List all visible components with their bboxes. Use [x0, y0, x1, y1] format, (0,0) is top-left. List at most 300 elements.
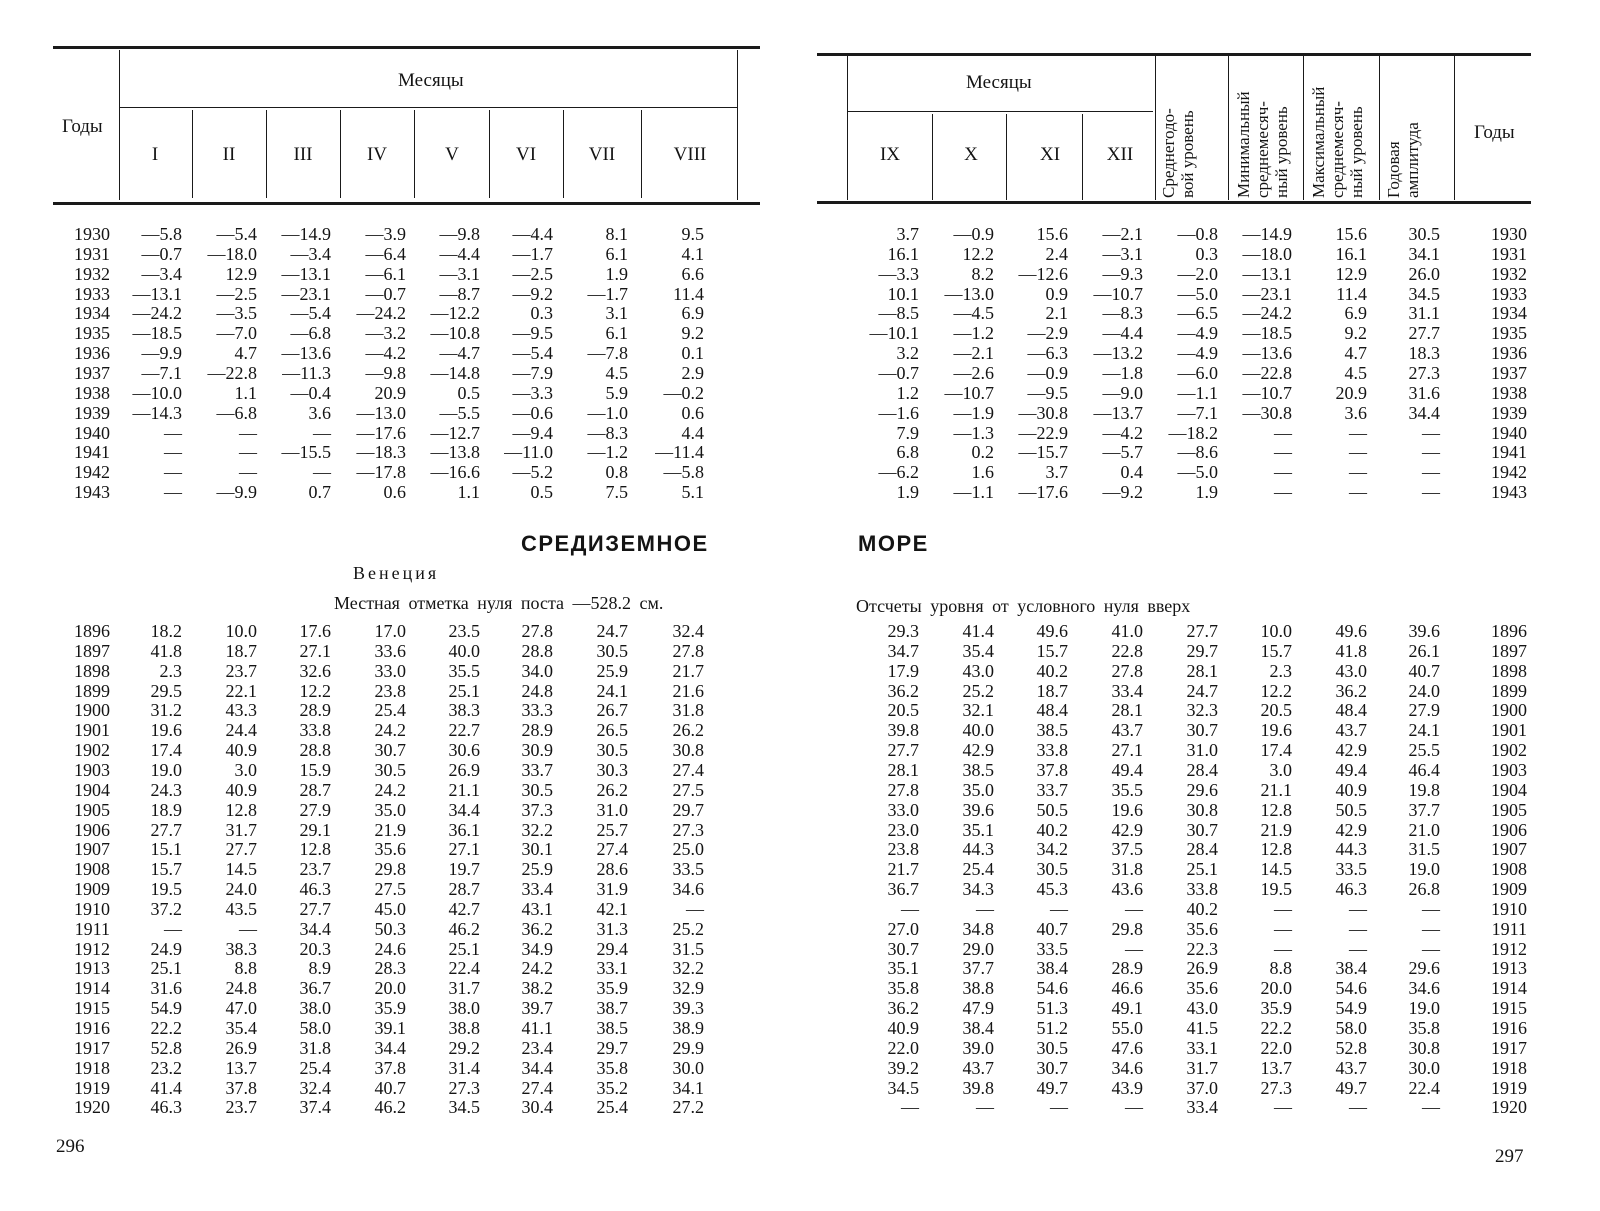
table-cell: —4.2 [1102, 422, 1143, 443]
table-cell: 40.9 [225, 740, 257, 761]
table-cell: —10.1 [869, 323, 919, 344]
table-cell: 35.5 [448, 660, 480, 681]
table-cell: 34.5 [1408, 283, 1440, 304]
table-cell: —8.5 [878, 303, 919, 324]
table-cell: — [1349, 442, 1367, 463]
table-cell: 46.6 [1111, 978, 1143, 999]
table-cell: 16.1 [1335, 243, 1367, 264]
table-cell: 27.3 [1408, 362, 1440, 383]
month-header: VIII [673, 144, 707, 165]
table-cell: —3.1 [439, 263, 480, 284]
table-cell: —4.4 [512, 224, 553, 244]
table-cell: 23.5 [448, 621, 480, 641]
table-cell: — [1349, 1097, 1367, 1118]
table-cell: 21.7 [887, 859, 919, 880]
year-label: 1936 [74, 343, 110, 364]
table-cell: — [164, 442, 182, 463]
table-cell: 24.6 [374, 938, 406, 959]
table-cell: 33.4 [521, 879, 553, 900]
table-cell: — [1349, 482, 1367, 503]
table-cell: 7.5 [605, 482, 628, 503]
year-label: 1942 [74, 462, 110, 483]
table-cell: 29.6 [1186, 779, 1218, 800]
year-label: 1940 [74, 422, 110, 443]
table-cell: 2.3 [159, 660, 182, 681]
table-cell: —5.7 [1102, 442, 1143, 463]
table-cell: —24.2 [1242, 303, 1292, 324]
table-cell: —13.6 [1242, 343, 1292, 364]
table-cell: 42.1 [596, 898, 628, 919]
table-cell: 37.3 [521, 799, 553, 820]
year-label: 1935 [1491, 323, 1527, 344]
table-cell: 31.6 [150, 978, 182, 999]
table-cell: —30.8 [1242, 402, 1292, 423]
table-cell: —30.8 [1018, 402, 1068, 423]
table-cell: 5.9 [605, 382, 628, 403]
table-cell: 48.4 [1335, 700, 1367, 721]
table-cell: 19.7 [448, 859, 480, 880]
table-cell: 43.7 [1335, 1057, 1367, 1078]
table-cell: 38.3 [448, 700, 480, 721]
table-cell: 8.1 [605, 224, 628, 244]
table-cell: 12.8 [1260, 799, 1292, 820]
table-cell: 37.8 [374, 1057, 406, 1078]
table-cell: 29.2 [448, 1037, 480, 1058]
table-cell: 33.7 [521, 759, 553, 780]
page-number-left: 296 [56, 1136, 85, 1157]
table-cell: — [313, 462, 331, 483]
table-cell: —5.4 [512, 343, 553, 364]
table-cell: 38.3 [225, 938, 257, 959]
year-label: 1914 [1491, 978, 1527, 999]
table-cell: —24.2 [132, 303, 182, 324]
table-cell: 6.1 [605, 323, 628, 344]
table-cell: 22.7 [448, 720, 480, 741]
table-cell: —0.7 [141, 243, 182, 264]
table-cell: 35.6 [1186, 978, 1218, 999]
table-cell: —0.7 [878, 362, 919, 383]
table-cell: —9.9 [141, 343, 182, 364]
table-cell: 33.3 [521, 700, 553, 721]
month-header: I [151, 144, 159, 165]
table-cell: 34.4 [1408, 402, 1440, 423]
table-cell: 0.5 [530, 482, 553, 503]
table-cell: 25.7 [596, 819, 628, 840]
year-label: 1933 [1491, 283, 1527, 304]
year-label: 1899 [1491, 680, 1527, 701]
table-cell: 14.5 [1260, 859, 1292, 880]
table-cell: — [164, 918, 182, 939]
column-divider [1228, 56, 1229, 200]
table-cell: 24.4 [225, 720, 257, 741]
table-cell: 20.5 [887, 700, 919, 721]
table-cell: 19.6 [1111, 799, 1143, 820]
table-cell: 0.3 [1195, 243, 1218, 264]
table-cell: 5.1 [681, 482, 704, 503]
reference-note: Отсчеты уровня от условного нуля вверх [856, 596, 1191, 616]
table-cell: —1.9 [953, 402, 994, 423]
table-cell: 30.8 [1186, 799, 1218, 820]
table-cell: 40.9 [1335, 779, 1367, 800]
years-header: Годы [1474, 122, 1515, 143]
table-cell: 8.8 [234, 958, 257, 979]
table-cell: 13.7 [225, 1057, 257, 1078]
table-cell: 41.1 [521, 1018, 553, 1038]
table-cell: 28.8 [299, 740, 331, 761]
column-divider [192, 110, 193, 198]
table-cell: —0.2 [663, 382, 704, 403]
page-number-right: 297 [1495, 1146, 1524, 1167]
table-cell: — [1274, 938, 1292, 959]
table-cell: 43.6 [1111, 879, 1143, 900]
column-divider [119, 50, 120, 200]
table-cell: 25.4 [596, 1097, 628, 1118]
table-cell: 39.3 [672, 998, 704, 1019]
table-cell: —0.8 [1177, 224, 1218, 244]
year-label: 1908 [1491, 859, 1527, 880]
table-cell: 58.0 [1335, 1018, 1367, 1038]
table-cell: 37.7 [1408, 799, 1440, 820]
table-cell: 49.7 [1335, 1077, 1367, 1098]
table-cell: 4.7 [1344, 343, 1367, 364]
table-cell: 3.6 [308, 402, 331, 423]
table-cell: —22.9 [1018, 422, 1068, 443]
table-cell: 27.9 [1408, 700, 1440, 721]
year-label: 1920 [1491, 1097, 1527, 1118]
table-cell: —23.1 [281, 283, 331, 304]
table-cell: 28.9 [521, 720, 553, 741]
table-cell: 40.7 [1036, 918, 1068, 939]
year-label: 1934 [74, 303, 110, 324]
table-cell: 38.0 [299, 998, 331, 1019]
column-divider [414, 110, 415, 198]
table-cell: —18.3 [356, 442, 406, 463]
year-label: 1902 [74, 740, 110, 761]
table-cell: —3.1 [1102, 243, 1143, 264]
table-cell: 34.1 [1408, 243, 1440, 264]
table-cell: 36.7 [299, 978, 331, 999]
table-cell: 47.6 [1111, 1037, 1143, 1058]
table-cell: 27.1 [448, 839, 480, 860]
table-cell: 25.0 [672, 839, 704, 860]
table-cell: 27.8 [887, 779, 919, 800]
table-cell: 37.2 [150, 898, 182, 919]
table-cell: 34.9 [521, 938, 553, 959]
table-cell: —9.2 [512, 283, 553, 304]
table-cell: 35.9 [374, 998, 406, 1019]
table-cell: 41.5 [1186, 1018, 1218, 1038]
table-cell: 24.2 [374, 779, 406, 800]
year-label: 1939 [1491, 402, 1527, 423]
table-cell: —0.7 [365, 283, 406, 304]
table-cell: 31.8 [1111, 859, 1143, 880]
column-divider [1082, 114, 1083, 200]
table-cell: 29.7 [1186, 640, 1218, 661]
year-label: 1897 [74, 640, 110, 661]
table-cell: 34.6 [672, 879, 704, 900]
table-cell: —4.4 [439, 243, 480, 264]
table-cell: 22.3 [1186, 938, 1218, 959]
table-cell: —5.0 [1177, 283, 1218, 304]
table-cell: —3.2 [365, 323, 406, 344]
table-cell: 12.8 [299, 839, 331, 860]
table-cell: 26.7 [596, 700, 628, 721]
table-cell: — [901, 1097, 919, 1118]
year-label: 1911 [74, 918, 110, 939]
table-cell: 21.9 [1260, 819, 1292, 840]
table-cell: 31.9 [596, 879, 628, 900]
table-cell: 43.3 [225, 700, 257, 721]
table-cell: 3.7 [1045, 462, 1068, 483]
year-label: 1915 [1491, 998, 1527, 1019]
column-divider [932, 114, 933, 200]
table-cell: 21.9 [374, 819, 406, 840]
table-cell: 22.4 [1408, 1077, 1440, 1098]
table-cell: 33.8 [1036, 740, 1068, 761]
table-cell: 10.1 [887, 283, 919, 304]
table-cell: 15.1 [150, 839, 182, 860]
table-cell: 38.0 [448, 998, 480, 1019]
table-cell: 35.1 [962, 819, 994, 840]
table-cell: —12.6 [1018, 263, 1068, 284]
table-cell: 3.7 [896, 224, 919, 244]
table-cell: 13.7 [1260, 1057, 1292, 1078]
table-cell: 33.0 [374, 660, 406, 681]
table-cell: 27.3 [448, 1077, 480, 1098]
table-cell: 36.7 [887, 879, 919, 900]
table-cell: —18.0 [207, 243, 257, 264]
year-label: 1919 [74, 1077, 110, 1098]
table-cell: — [1125, 898, 1143, 919]
table-cell: 25.4 [962, 859, 994, 880]
column-divider [847, 55, 848, 200]
year-label: 1901 [1491, 720, 1527, 741]
table-cell: —1.7 [512, 243, 553, 264]
table-cell: 34.5 [887, 1077, 919, 1098]
table-cell: 43.9 [1111, 1077, 1143, 1098]
table-cell: 44.3 [962, 839, 994, 860]
table-cell: 19.0 [1408, 859, 1440, 880]
year-label: 1931 [1491, 243, 1527, 264]
table-cell: — [1422, 442, 1440, 463]
table-cell: —13.2 [1093, 343, 1143, 364]
table-cell: 23.7 [299, 859, 331, 880]
table-cell: 1.9 [605, 263, 628, 284]
table-cell: 31.7 [1186, 1057, 1218, 1078]
table-cell: 0.4 [1120, 462, 1143, 483]
table-cell: 54.9 [150, 998, 182, 1019]
table-cell: 38.5 [596, 1018, 628, 1038]
table-cell: 33.8 [299, 720, 331, 741]
table-cell: 6.6 [681, 263, 704, 284]
table-cell: 12.8 [1260, 839, 1292, 860]
table-cell: 18.3 [1408, 343, 1440, 364]
table-cell: —2.5 [216, 283, 257, 304]
table-cell: 20.9 [374, 382, 406, 403]
table-cell: 4.5 [1344, 362, 1367, 383]
year-label: 1938 [74, 382, 110, 403]
table-cell: —13.1 [1242, 263, 1292, 284]
table-cell: —2.6 [953, 362, 994, 383]
table-cell: 10.0 [225, 621, 257, 641]
year-label: 1912 [74, 938, 110, 959]
year-label: 1902 [1491, 740, 1527, 761]
section-title-right: МОРЕ [858, 531, 929, 556]
table-cell: 1.9 [896, 482, 919, 503]
year-label: 1920 [74, 1097, 110, 1118]
table-cell: 27.7 [887, 740, 919, 761]
table-cell: —2.9 [1027, 323, 1068, 344]
table-cell: 20.5 [1260, 700, 1292, 721]
table-cell: —6.8 [290, 323, 331, 344]
table-cell: 40.9 [887, 1018, 919, 1038]
table-cell: 28.4 [1186, 839, 1218, 860]
table-cell: —23.1 [1242, 283, 1292, 304]
table-cell: 33.5 [1036, 938, 1068, 959]
table-cell: 34.5 [448, 1097, 480, 1118]
table-cell: 6.1 [605, 243, 628, 264]
table-cell: 17.0 [374, 621, 406, 641]
table-cell: 27.3 [1260, 1077, 1292, 1098]
table-cell: 25.4 [374, 700, 406, 721]
table-cell: 28.1 [1111, 700, 1143, 721]
table-cell: 28.1 [887, 759, 919, 780]
table-cell: 55.0 [1111, 1018, 1143, 1038]
table-cell: 26.5 [596, 720, 628, 741]
table-cell: —4.5 [953, 303, 994, 324]
table-cell: 27.4 [672, 759, 704, 780]
table-cell: 8.9 [308, 958, 331, 979]
table-cell: 21.1 [448, 779, 480, 800]
table-cell: 39.7 [521, 998, 553, 1019]
table-cell: 35.1 [887, 958, 919, 979]
year-label: 1932 [74, 263, 110, 284]
year-label: 1937 [74, 362, 110, 383]
table-cell: 38.7 [596, 998, 628, 1019]
year-label: 1909 [1491, 879, 1527, 900]
table-cell: — [1422, 938, 1440, 959]
table-cell: —5.4 [216, 224, 257, 244]
table-cell: 32.1 [962, 700, 994, 721]
year-label: 1909 [74, 879, 110, 900]
year-label: 1913 [74, 958, 110, 979]
table-cell: 42.9 [1335, 740, 1367, 761]
table-cell: —13.1 [132, 283, 182, 304]
table-cell: 37.7 [962, 958, 994, 979]
table-cell: 38.4 [1036, 958, 1068, 979]
table-cell: — [1274, 422, 1292, 443]
table-cell: —7.9 [512, 362, 553, 383]
table-cell: 37.0 [1186, 1077, 1218, 1098]
table-cell: 31.8 [299, 1037, 331, 1058]
table-cell: —0.6 [512, 402, 553, 423]
table-cell: —1.1 [1177, 382, 1218, 403]
table-cell: 25.9 [596, 660, 628, 681]
table-cell: — [239, 918, 257, 939]
table-cell: 31.8 [672, 700, 704, 721]
rule-line [847, 111, 1153, 112]
table-cell: —13.6 [281, 343, 331, 364]
month-header: X [964, 144, 978, 165]
table-cell: 0.6 [681, 402, 704, 423]
table-cell: 34.8 [962, 918, 994, 939]
table-cell: 43.7 [1335, 720, 1367, 741]
table-cell: 35.4 [225, 1018, 257, 1038]
table-cell: 33.7 [1036, 779, 1068, 800]
table-cell: 18.9 [150, 799, 182, 820]
year-label: 1903 [74, 759, 110, 780]
table-cell: 43.1 [521, 898, 553, 919]
table-cell: 27.0 [887, 918, 919, 939]
table-cell: —7.1 [141, 362, 182, 383]
year-label: 1941 [1491, 442, 1527, 463]
table-cell: 39.6 [1408, 621, 1440, 641]
table-cell: 50.3 [374, 918, 406, 939]
table-cell: 34.0 [521, 660, 553, 681]
table-cell: — [1274, 442, 1292, 463]
table-cell: — [976, 1097, 994, 1118]
month-header: VI [515, 144, 537, 165]
table-cell: 22.1 [225, 680, 257, 701]
table-cell: — [976, 898, 994, 919]
table-cell: —10.0 [132, 382, 182, 403]
year-label: 1903 [1491, 759, 1527, 780]
table-cell: —18.5 [132, 323, 182, 344]
table-cell: —6.4 [365, 243, 406, 264]
column-divider [266, 110, 267, 198]
table-cell: 0.9 [1045, 283, 1068, 304]
table-cell: 27.5 [672, 779, 704, 800]
table-cell: — [1125, 938, 1143, 959]
table-cell: 33.1 [1186, 1037, 1218, 1058]
annual-amplitude-header: Годовая амплитуда [1384, 122, 1422, 198]
year-label: 1937 [1491, 362, 1527, 383]
table-cell: —3.3 [512, 382, 553, 403]
table-cell: 35.9 [1260, 998, 1292, 1019]
table-cell: —18.5 [1242, 323, 1292, 344]
table-cell: 38.9 [672, 1018, 704, 1038]
table-cell: 32.4 [672, 621, 704, 641]
year-label: 1917 [1491, 1037, 1527, 1058]
year-label: 1919 [1491, 1077, 1527, 1098]
table-cell: 35.6 [374, 839, 406, 860]
table-cell: 38.8 [448, 1018, 480, 1038]
table-cell: —3.4 [290, 243, 331, 264]
table-cell: 15.7 [1036, 640, 1068, 661]
table-cell: — [1422, 918, 1440, 939]
table-cell: 0.2 [971, 442, 994, 463]
table-cell: —10.7 [1093, 283, 1143, 304]
table-cell: 32.9 [672, 978, 704, 999]
table-cell: —1.0 [587, 402, 628, 423]
table-cell: 34.6 [1408, 978, 1440, 999]
table-cell: 0.1 [681, 343, 704, 364]
table-cell: —8.3 [587, 422, 628, 443]
table-cell: 30.5 [1408, 224, 1440, 244]
year-label: 1898 [74, 660, 110, 681]
table-cell: —12.2 [430, 303, 480, 324]
table-cell: 42.9 [962, 740, 994, 761]
table-cell: 33.4 [1111, 680, 1143, 701]
table-cell: — [1050, 1097, 1068, 1118]
table-cell: 35.8 [887, 978, 919, 999]
table-cell: 22.0 [1260, 1037, 1292, 1058]
year-label: 1943 [1491, 482, 1527, 503]
table-cell: 11.4 [673, 283, 704, 304]
year-label: 1931 [74, 243, 110, 264]
table-cell: 27.1 [299, 640, 331, 661]
table-cell: 0.7 [308, 482, 331, 503]
